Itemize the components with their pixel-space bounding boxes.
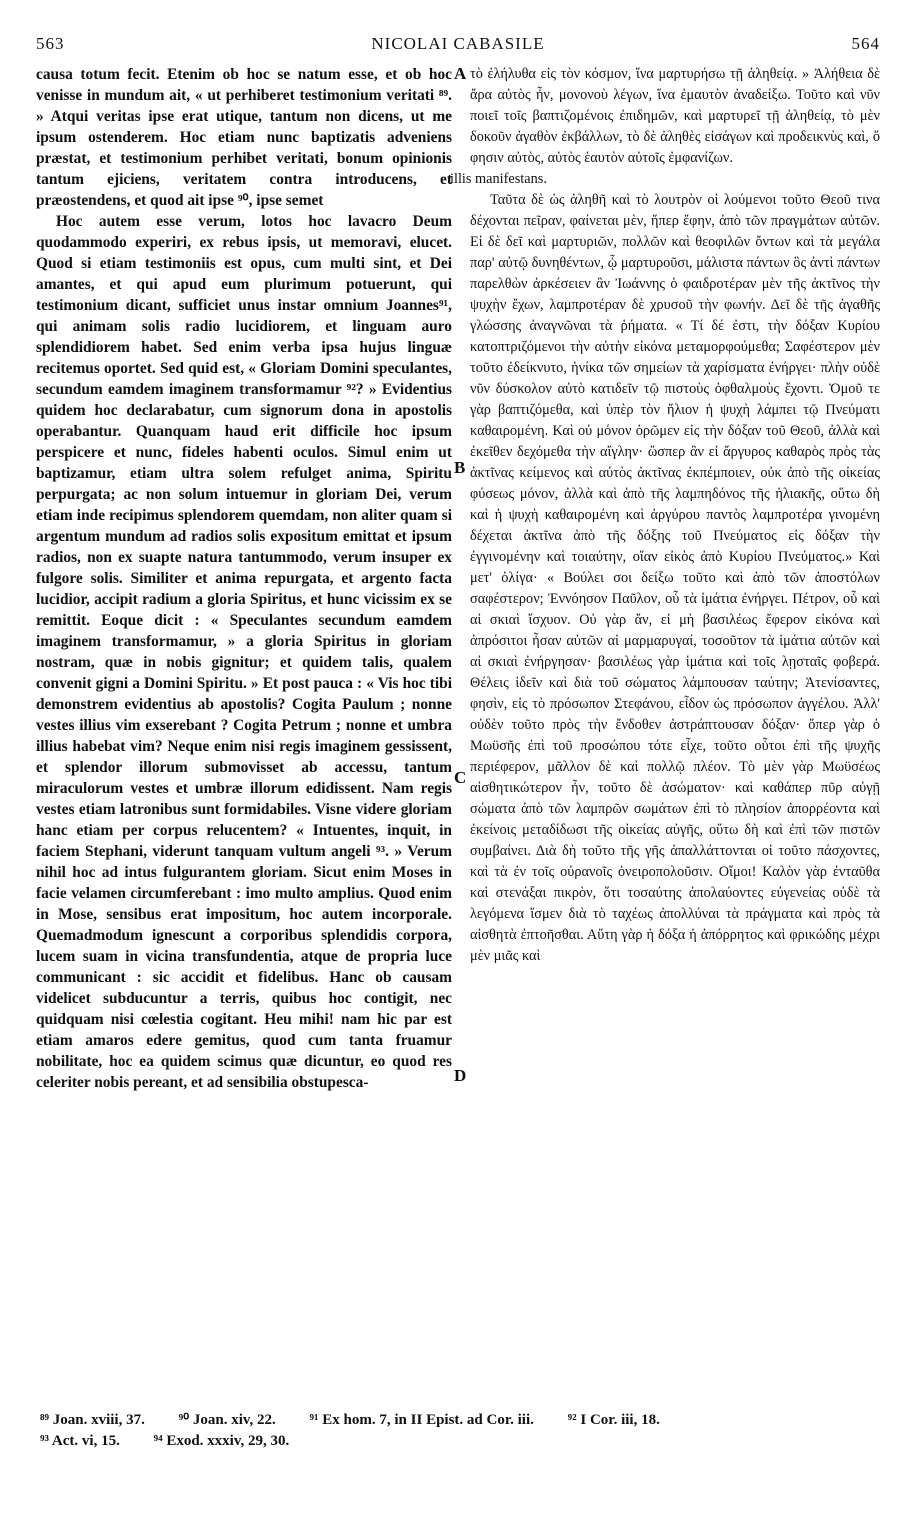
- footnote-row: [40, 1410, 890, 1431]
- section-marker-d: D: [454, 1066, 467, 1085]
- right-page-number: 564: [851, 34, 880, 53]
- latin-paragraph-2: Hoc autem esse verum, lotos hoc lavacro Deum quodammodo experiri, ex rebus ipsis, ut memoravi, elucet. Quod si etiam testimoniis est opus, cum multi sint, et Dei amantes, et qui apud eum plurimum potuerunt, qui testimonium dicant, sufficiet unus instar omnium Joannes⁹¹, qui animam solis radio lucidiorem, et linguam auro splendidiorem habet. Sed enim verba ipsa hujus linguæ recitemus oportet. Sed quid est, « Gloriam Domini speculantes, secundum eamdem imaginem transformamur ⁹²? » Evidentius quidem hoc declarabatur, cum signorum dona in apostolis operabantur. Quanquam haud erit difficile hoc ipsum perspicere et nunc, fideles habenti oculos. Simul enim ut baptizamur, etiam ultra solem refulget anima, Spiritu perpurgata; ac non solum intuemur in gloriam Dei, verum etiam inde recipimus splendorem quemdam, non aliter quam si argentum mundum ad radios solis expositum emittat et ipsum radios, non ex suapte natura tantummodo, verum insuper ex fulgore solis. Similiter et anima repurgata, et argento facta lucidior, accipit radium a gloria Spiritus, et hunc vicissim ex se remittit. Eoque dicit : « Speculantes secundum eamdem imaginem transformamur, » a gloria Spiritus in gloriam nostram, quæ in nobis gignitur; et quidem talis, qualem convenit gigni a Domini Spiritu. » Et post pauca : « Vis hoc tibi demonstrem evidentius ab apostolis? Cogita Paulum ; nonne vestes illius vim exserebant ? Cogita Petrum ; nonne et umbra illius habebat vim? Neque enim nisi regis imaginem gessissent, et splendor illorum submovisset ab accessu, tantum miraculorum vestes et umbræ illorum edidissent. Nam regis vestes etiam latronibus sunt formidabiles. Visne videre gloriam hanc etiam per corpus relucentem? « Intuentes, inquit, in faciem Stephani, viderunt tanquam vultum angeli ⁹³. » Verum nihil hoc ad intus fulgurantem gloriam. Sicut enim Moses in facie velamen circumferebant : imo multo amplius. Quod enim in Mose, sensibus erat impositum, hoc autem incorporale. Quemadmodum ignescunt a corporibus splendidis corpora, lucem suam in vicina transfundentia, atque de propria luce communicant : sic accidit et fidelibus. Hanc ob causam videlicet subducuntur a terris, quibus hoc contigit, nec quidquam nisi cœlestia cogitant. Heu mihi! nam hic par est etiam amaros edere gemitus, quod cum tanta fruamur nobilitate, hoc ea quidem scimus quæ dicuntur, eo quod res celeriter nobis pereant, et ad sensibilia obstupesca-: [36, 213, 452, 1091]
- greek-paragraph-1: τὸ ἐλήλυθα εἰς τὸν κόσμον, ἵνα μαρτυρήσω τῇ ἀληθείᾳ. » Ἀλήθεια δὲ ἄρα αὐτὸς ἦν, μονονοὺ λέγων, ἵνα ἐμαυτὸν ἀναδείξω. Τοῦτο καὶ νῦν ποιεῖ τοῖς βαπτιζομένοις ἐπιδημῶν, καὶ μαρτυρεῖ τῇ ἀληθείᾳ, τὸ μὲν δοκοῦν ἀγαθὸν ἐκβάλλων, τὸ δὲ ἀληθὲς εἰσάγων καὶ προδεικνὺς καὶ, ὅ φησιν αὐτὸς, αὐτὸς ἑαυτὸν αὐτοῖς ἐμφανίζων.: [470, 66, 880, 166]
- footnote-89: ⁸⁹ Joan. xviii, 37.: [40, 1412, 145, 1428]
- left-page-number: 563: [36, 34, 65, 53]
- latin-column: [36, 64, 452, 1404]
- footnote-92: ⁹² I Cor. iii, 18.: [567, 1412, 660, 1428]
- footnote-row: [40, 1431, 890, 1452]
- footnote-91: ⁹¹ Ex hom. 7, in II Epist. ad Cor. iii.: [309, 1412, 534, 1428]
- section-marker-b: B: [454, 458, 466, 477]
- greek-column: [450, 64, 880, 1404]
- section-marker-a: A: [454, 64, 467, 83]
- section-marker-c: C: [454, 768, 467, 787]
- footnotes: [40, 1410, 890, 1452]
- latin-paragraph-1: causa totum fecit. Etenim ob hoc se natum esse, et ob hoc venisse in mundum ait, « ut perhiberet testimonium veritati ⁸⁹. » Atqui veritas ipse erat utique, tantum non dicens, ut me ipsum ostenderem. Hoc etiam nunc baptizatis adveniens præstat, et testimonium perhibet veritati, bonum opinionis tantum ejiciens, veritatem contra introducens, et præostendens, et quod ait ipse ⁹⁰, ipse semet: [36, 66, 452, 209]
- running-title: NICOLAI CABASILE: [371, 34, 545, 53]
- greek-paragraph-2: Ταῦτα δὲ ὡς ἀληθῆ καὶ τὸ λουτρὸν οἱ λούμενοι τοῦτο Θεοῦ τινα δέχονται πεῖραν, φαίνεται μὲν, ἥπερ ἔφην, ἀπὸ τῶν πραγμάτων αὐτῶν. Εἰ δὲ δεῖ καὶ μαρτυριῶν, πολλῶν καὶ θεοφιλῶν ὄντων καὶ τὰ μεγάλα παρ' αὐτῷ δυνηθέντων, ᾧ μαρτυροῦσι, μάλιστα πάντων ὃς ἀντὶ πάντων παρελθὼν ἀρκέσειεν ἂν Ἰωάννης ὁ φαιδροτέραν μὲν τῆς ἀκτῖνος τὴν ψυχὴν ἔχων, λαμπροτέραν δὲ χρυσοῦ τὴν φωνήν. Δεῖ δὲ τῆς ἀγαθῆς γλώσσης ἀναγνῶναι τὰ ῥήματα. « Τί δέ ἐστι, τὴν δόξαν Κυρίου κατοπτριζόμενοι τὴν αὐτὴν εἰκόνα μεταμορφούμεθα; Σαφέστερον μὲν τοῦτο ἐδείκνυτο, ἡνίκα τῶν σημείων τὰ χαρίσματα ἐνήργει· πλὴν οὐδὲ νῦν δύσκολον αὐτὸ κατιδεῖν τῷ πιστοὺς ὀφθαλμοὺς ἔχοντι. Ὁμοῦ τε γὰρ βαπτιζόμεθα, καὶ ὑπὲρ τὸν ἥλιον ἡ ψυχὴ λάμπει τῷ Πνεύματι καθαιρομένη. Καὶ οὐ μόνον ὁρῶμεν εἰς τὴν δόξαν τοῦ Θεοῦ, ἀλλὰ καὶ ἐκεῖθεν δεχόμεθα τὴν αἴγλην· ὥσπερ ἂν εἰ ἄργυρος καθαρὸς πρὸς τὰς ἀκτῖνας κείμενος καὶ αὐτὸς ἀκτῖνας ἐκπέμποιεν, οὐκ ἀπὸ τῆς οἰκείας φύσεως μόνον, ἀλλὰ καὶ ἀπὸ τῆς λαμπηδόνος τῆς ἡλιακῆς, οὕτω δὴ καὶ ἡ ψυχὴ καθαιρομένη καὶ ἀργύρου παντὸς λαμπροτέρα γινομένη δέχεται ἀκτῖνα ἀπὸ τῆς δόξης τοῦ Πνεύματος εἰς δόξαν τὴν ἐγγινομένην καὶ τοιαύτην, οἵαν εἰκὸς ἀπὸ Κυρίου Πνεύματος.» Καὶ μετ' ὀλίγα· « Βούλει σοι δείξω τοῦτο καὶ ἀπὸ τῶν ἀποστόλων σαφέστερον; Ἐννόησον Παῦλον, οὗ τὰ ἱμάτια ἐνήργει. Πέτρον, οὗ καὶ αἱ σκιαὶ ἴσχυον. Οὐ γὰρ ἄν, εἰ μὴ βασιλέως ἔφερον εἰκόνα καὶ ἀπρόσιτοι ἦσαν αὐτῶν αἱ μαρμαρυγαί, τοσοῦτον τὰ ἱμάτια αὐτῶν καὶ αἱ σκιαὶ ἐνήργησαν· βασιλέως γὰρ ἱμάτια καὶ τοῖς λῃσταῖς φοβερά. Θέλεις ἰδεῖν καὶ διὰ τοῦ σώματος λάμπουσαν ταύτην; Ἀτενίσαντες, φησὶν, εἰς τὸ πρόσωπον Στεφάνου, εἶδον ὡς πρόσωπον ἀγγέλου. Ἀλλ' οὐδὲν τοῦτο πρὸς τὴν ἔνδοθεν ἀστράπτουσαν δόξαν· ὅπερ γὰρ ὁ Μωϋσῆς ἐπὶ τοῦ προσώπου τότε εἶχε, τοῦτο οὗτοι ἐπὶ τῆς ψυχῆς περιέφερον, μᾶλλον δὲ καὶ πολλῷ πλέον. Τὸ μὲν γὰρ Μωϋσέως αἰσθητικώτερον ἦν, τοῦτο δὲ ἀσώματον· καὶ καθάπερ πῦρ αὐγῇ σώματα ἀπὸ τῶν λαμπρῶν σωμάτων ἐπὶ τὸ πλησίον ἀπορρέοντα καὶ ἐκείνοις μεταδίδωσι τῆς οἰκείας αὐγῆς, οὕτω δὴ καὶ ἐπὶ τῶν πιστῶν συμβαίνει. Διὰ δὴ τοῦτο τῆς γῆς ἀπαλλάττονται οἱ τοῦτο πάσχοντες, καὶ τὰ ἐν τοῖς οὐρανοῖς ὀνειροπολοῦσιν. Οἴμοι! Καλὸν γὰρ ἐνταῦθα καὶ στενάξαι πικρὸν, ὅτι τοσαύτης ἀπολαύοντες εὐγενείας οὐδὲ τὰ λεγόμενα ἴσμεν διὰ τὸ ταχέως ἀπολλύναι τὰ πράγματα καὶ πρὸς τὰ αἰσθητὰ ἐπτοῆσθαι. Αὕτη γὰρ ἡ δόξα ἡ ἀπόρρητος καὶ φρικώδης μέχρι μὲν μιᾶς καὶ: [470, 192, 880, 964]
- running-header: [36, 34, 880, 58]
- footnote-93: ⁹³ Act. vi, 15.: [40, 1433, 120, 1449]
- footnote-94: ⁹⁴ Exod. xxxiv, 29, 30.: [153, 1433, 290, 1449]
- greek-tail: illis manifestans.: [450, 171, 547, 187]
- footnote-90: ⁹⁰ Joan. xiv, 22.: [178, 1412, 276, 1428]
